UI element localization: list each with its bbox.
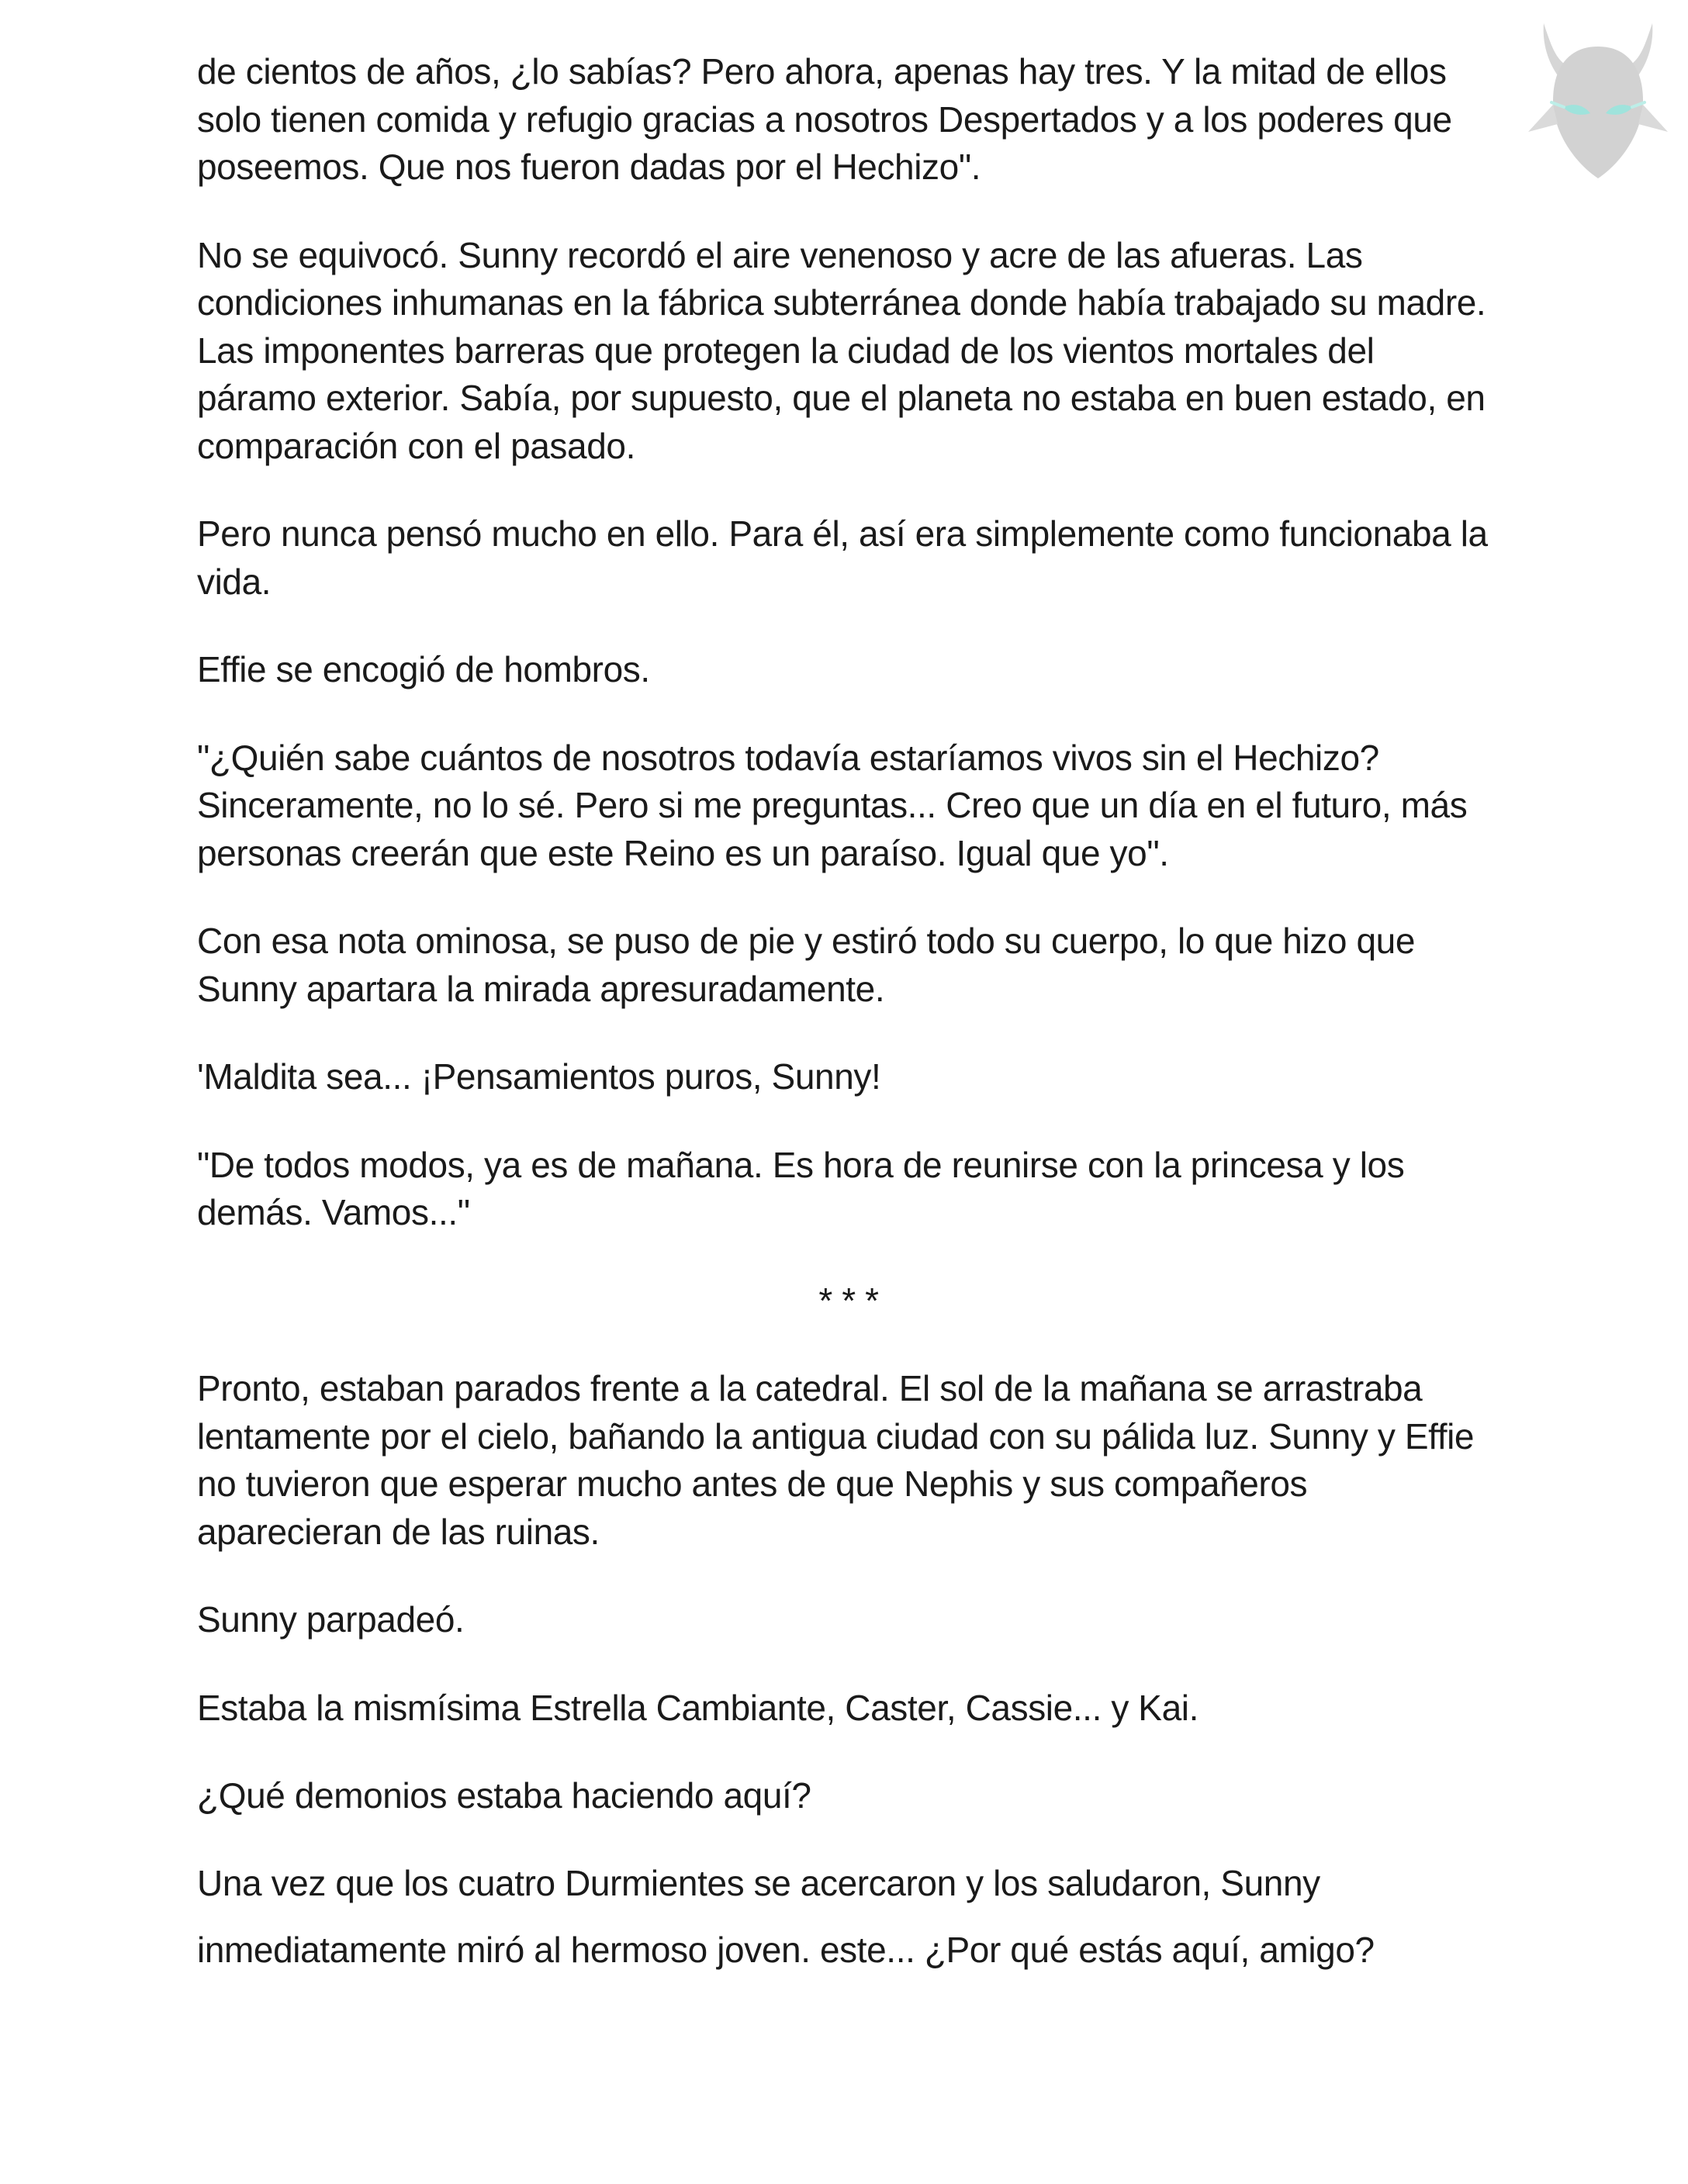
paragraph-7: 'Maldita sea... ¡Pensamientos puros, Sunny! [197, 1056, 881, 1097]
paragraph-3: Pero nunca pensó mucho en ello. Para él, así era simplemente como funcionaba la vida. [197, 513, 1488, 602]
paragraph-1: de cientos de años, ¿lo sabías? Pero ahora, apenas hay tres. Y la mitad de ellos solo tienen comida y refugio gracias a nosotros Despertados y a los poderes que poseemos. Que nos fueron dadas por el Hechizo". [197, 51, 1452, 187]
paragraph-12: ¿Qué demonios estaba haciendo aquí? [197, 1775, 811, 1816]
paragraph-6: Con esa nota ominosa, se puso de pie y estiró todo su cuerpo, lo que hizo que Sunny apartara la mirada apresuradamente. [197, 921, 1416, 1009]
paragraph-4: Effie se encogió de hombros. [197, 649, 650, 689]
paragraph-9: Pronto, estaban parados frente a la catedral. El sol de la mañana se arrastraba lentamente por el cielo, bañando la antigua ciudad con su pálida luz. Sunny y Effie no tuvieron que esperar mucho antes de que Nephis y sus compañeros aparecieran de las ruinas. [197, 1368, 1475, 1552]
paragraph-13: Una vez que los cuatro Durmientes se acercaron y los saludaron, Sunny inmediatamente miró al hermoso joven. este... ¿Por qué estás aquí, amigo? [197, 1862, 1375, 1970]
document-body [197, 48, 1500, 2023]
paragraph-8: "De todos modos, ya es de mañana. Es hora de reunirse con la princesa y los demás. Vamos..." [197, 1144, 1405, 1232]
paragraph-10: Sunny parpadeó. [197, 1599, 465, 1640]
paragraph-2: No se equivocó. Sunny recordó el aire venenoso y acre de las afueras. Las condiciones inhumanas en la fábrica subterránea donde había trabajado su madre. Las imponentes barreras que protegen la ciudad de los vientos mortales del páramo exterior. Sabía, por supuesto, que el planeta no estaba en buen estado, en comparación con el pasado. [197, 234, 1486, 466]
paragraph-5: "¿Quién sabe cuántos de nosotros todavía estaríamos vivos sin el Hechizo? Sinceramente, no lo sé. Pero si me preguntas... Creo que un día en el futuro, más personas creerán que este Reino es un paraíso. Igual que yo". [197, 737, 1468, 873]
demon-mask-logo-icon [1520, 16, 1676, 186]
scene-separator: * * * [818, 1280, 879, 1321]
paragraph-11: Estaba la mismísima Estrella Cambiante, Caster, Cassie... y Kai. [197, 1687, 1199, 1728]
